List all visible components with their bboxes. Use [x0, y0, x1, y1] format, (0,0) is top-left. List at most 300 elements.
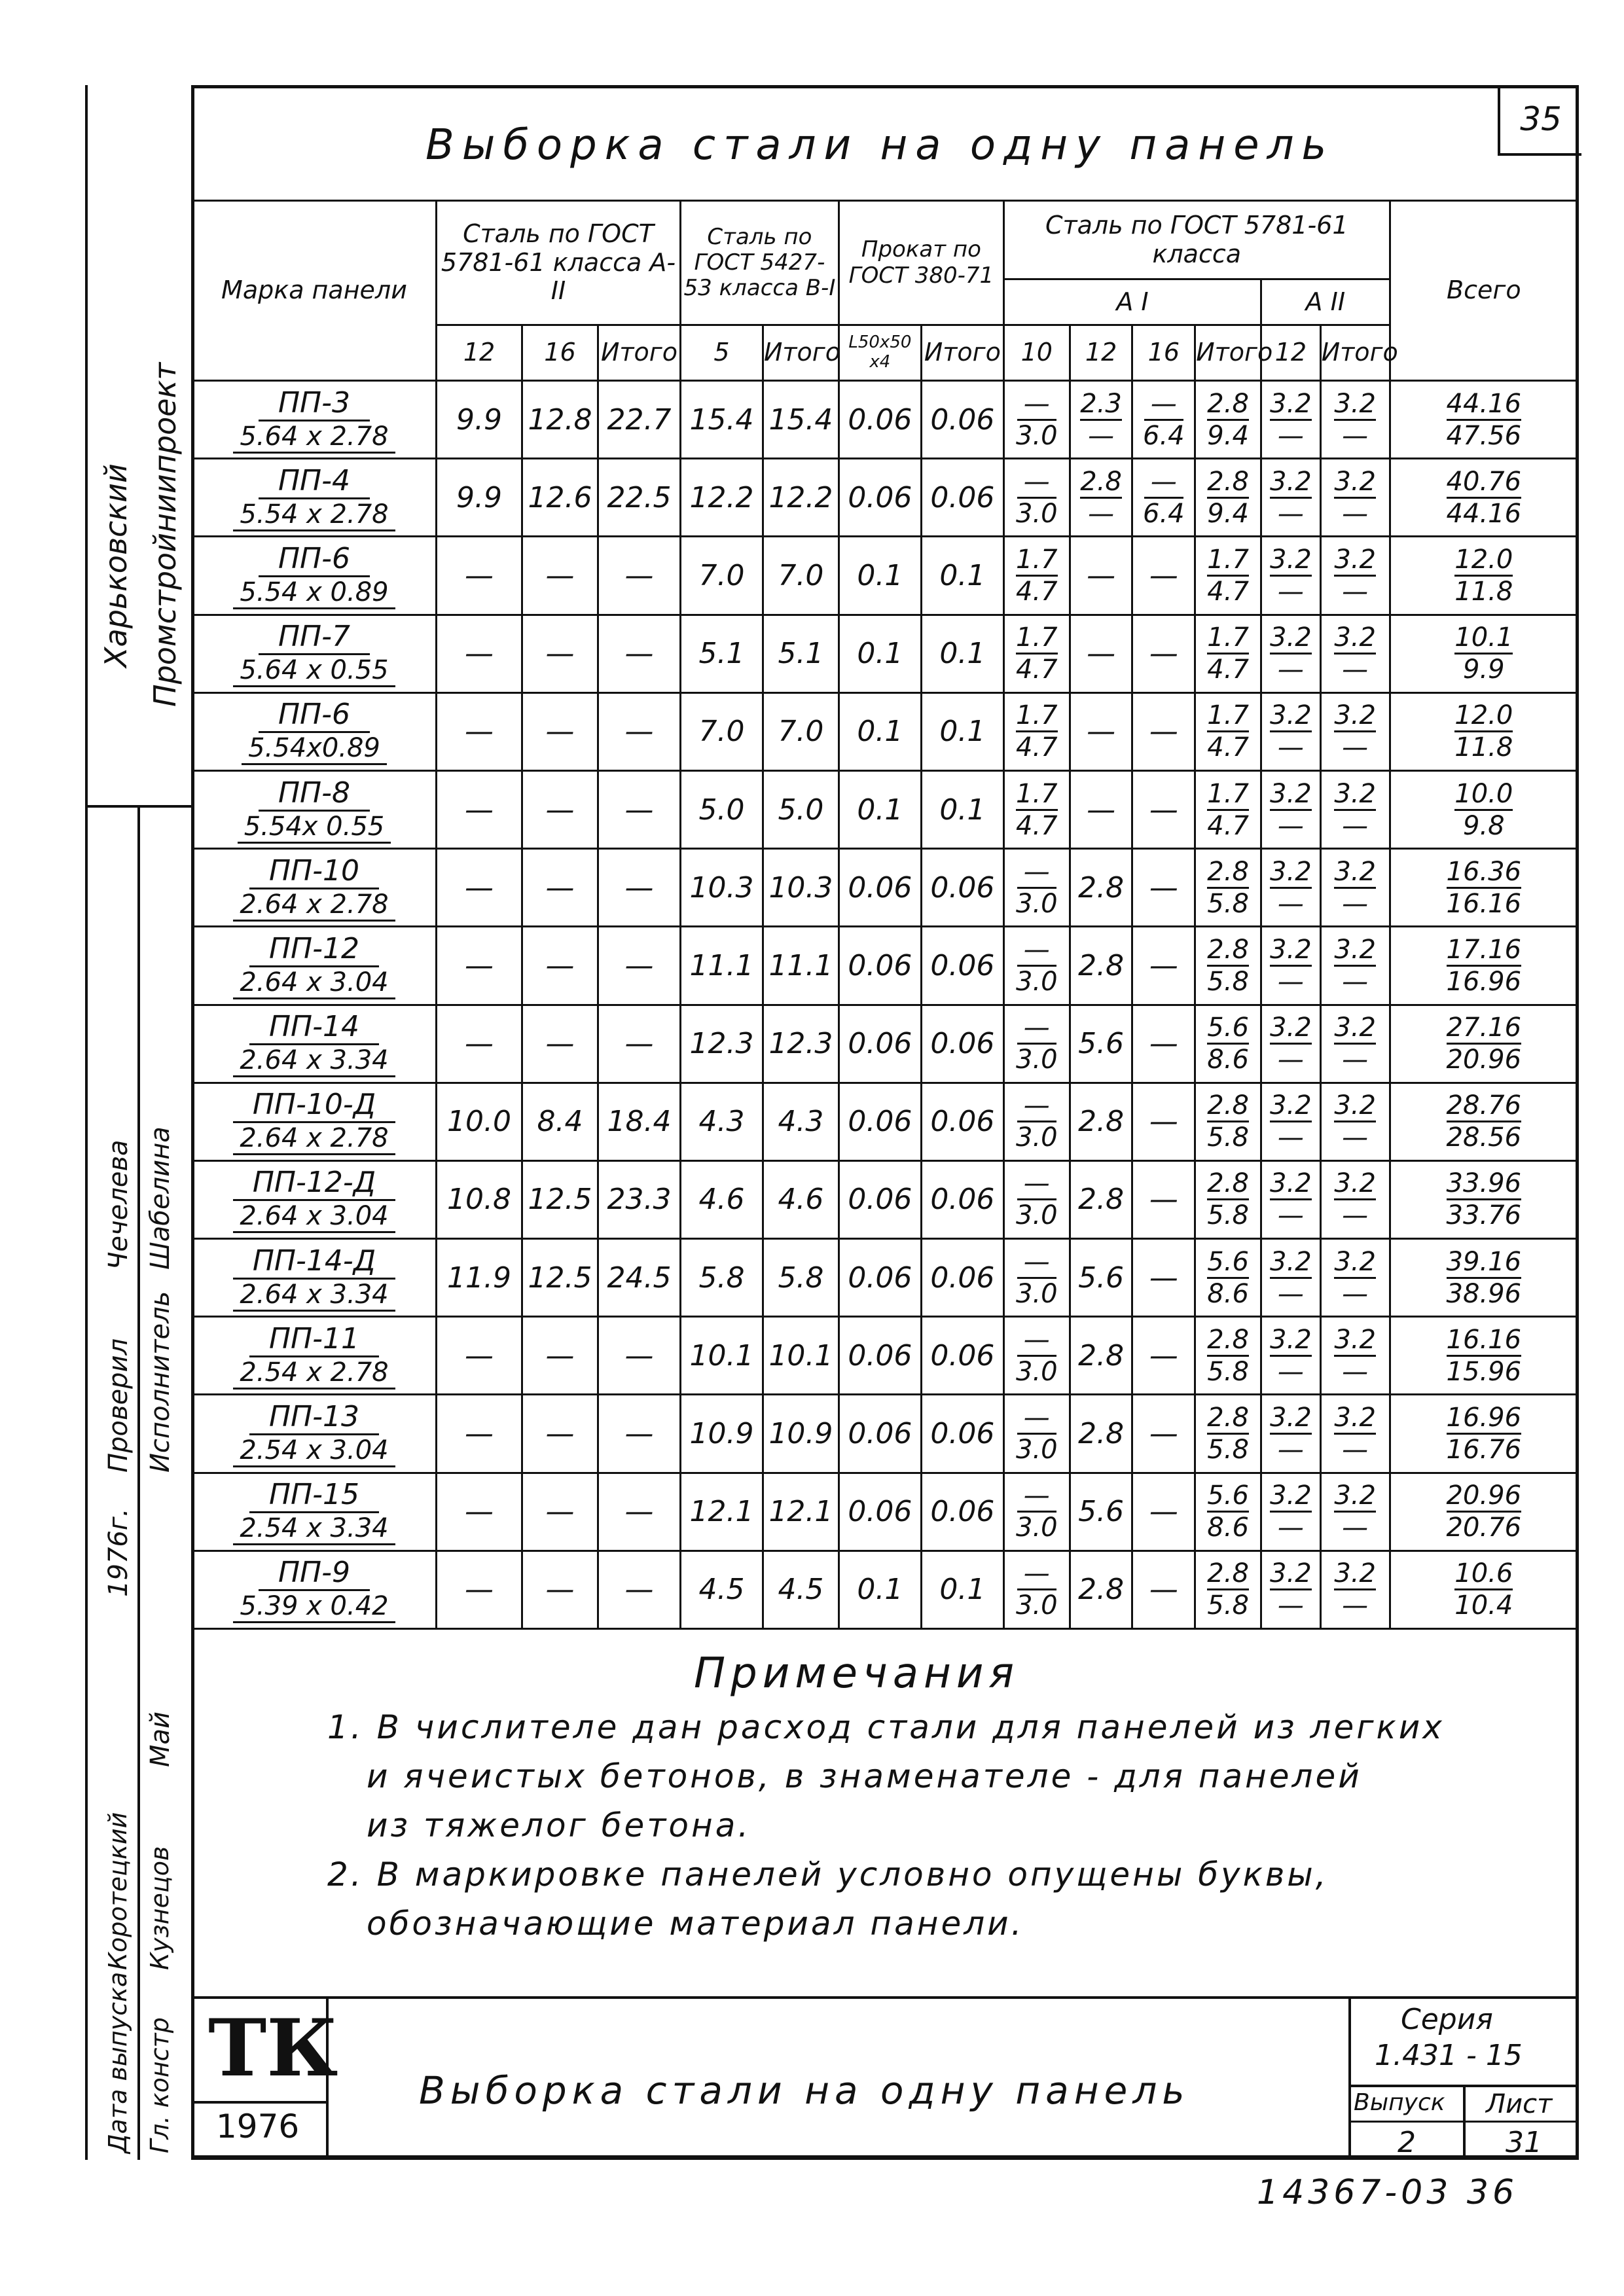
value-cell: — — [436, 770, 522, 848]
denominator: — — [1342, 810, 1369, 841]
value-cell-a10 — [1003, 1083, 1070, 1160]
value-cell-a10 — [1003, 927, 1070, 1005]
value-cell-bit — [1320, 537, 1390, 615]
denominator: 3.0 — [1015, 1278, 1058, 1309]
numerator: 2.8 — [1207, 1558, 1249, 1590]
value-cell: — — [436, 1473, 522, 1551]
value-cell: 12.8 — [522, 381, 598, 459]
denominator: 15.96 — [1446, 1356, 1522, 1387]
note-line-1: 1. В числителе дан расход стали для панелей из легких — [327, 1708, 1445, 1746]
stamp-year: 1976 — [216, 2108, 300, 2145]
numerator: — — [1144, 389, 1183, 421]
denominator: 16.76 — [1446, 1435, 1522, 1465]
denominator: 16.16 — [1446, 888, 1522, 919]
value-cell-a10 — [1003, 1160, 1070, 1238]
value-cell: 0.06 — [921, 1239, 1003, 1317]
numerator: 3.2 — [1270, 1247, 1312, 1279]
numerator: 3.2 — [1270, 779, 1312, 811]
panel-mark-size: 2.64 x 2.78 — [233, 889, 395, 922]
value-cell-tot — [1390, 1005, 1578, 1083]
numerator: 1.7 — [1016, 622, 1058, 655]
value-cell: 0.06 — [921, 381, 1003, 459]
table-row — [192, 1239, 1578, 1317]
denominator: — — [1342, 888, 1369, 919]
side-strip-line — [85, 805, 191, 808]
table-row — [192, 1317, 1578, 1395]
value-cell-a12: 2.8 — [1070, 1551, 1132, 1628]
subheader-12: Итого — [1320, 325, 1390, 381]
side-role-date: Дата выпуска — [103, 1971, 132, 2153]
numerator: 3.2 — [1270, 389, 1312, 421]
numerator: 39.16 — [1447, 1247, 1522, 1279]
value-cell-a10 — [1003, 615, 1070, 692]
value-cell: 5.0 — [763, 770, 839, 848]
value-cell: 0.06 — [921, 459, 1003, 537]
denominator: — — [1277, 655, 1304, 685]
value-cell: 10.0 — [436, 1083, 522, 1160]
denominator: 9.4 — [1207, 420, 1249, 451]
numerator: 12.0 — [1454, 545, 1513, 577]
value-cell: 0.06 — [839, 1005, 921, 1083]
subheader-3: 5 — [680, 325, 763, 381]
value-cell: — — [598, 1473, 680, 1551]
value-cell-ait — [1195, 1473, 1261, 1551]
sheet-number: 35 — [1498, 85, 1581, 156]
value-cell-a12: 2.8 — [1070, 849, 1132, 927]
numerator: 3.2 — [1270, 1090, 1312, 1122]
denominator: 8.6 — [1207, 1045, 1249, 1075]
denominator: — — [1277, 1045, 1304, 1075]
value-cell-a10 — [1003, 459, 1070, 537]
denominator: — — [1342, 732, 1369, 763]
value-cell-ait — [1195, 1395, 1261, 1473]
denominator: — — [1342, 498, 1369, 529]
value-cell: 0.06 — [921, 849, 1003, 927]
side-name-checker: Чечелева — [103, 1139, 134, 1270]
value-cell-a10 — [1003, 770, 1070, 848]
denominator: 8.6 — [1207, 1278, 1249, 1309]
value-cell: 12.3 — [680, 1005, 763, 1083]
denominator: 5.8 — [1207, 966, 1249, 997]
value-cell: 0.06 — [839, 1317, 921, 1395]
panel-mark-size: 2.64 x 3.04 — [233, 1201, 395, 1233]
value-cell-tot — [1390, 1395, 1578, 1473]
value-cell: 0.06 — [921, 1160, 1003, 1238]
numerator: — — [1017, 467, 1056, 499]
table-row — [192, 615, 1578, 692]
value-cell: — — [598, 537, 680, 615]
panel-mark-name: ПП-14-Д — [233, 1244, 395, 1280]
numerator: — — [1017, 1325, 1056, 1357]
value-cell: — — [522, 615, 598, 692]
numerator: 3.2 — [1334, 1403, 1376, 1435]
denominator: — — [1342, 1590, 1369, 1621]
value-cell-a10 — [1003, 381, 1070, 459]
value-cell-a12: — — [1070, 615, 1132, 692]
numerator: 28.76 — [1447, 1090, 1522, 1122]
numerator: — — [1017, 1168, 1056, 1200]
numerator: — — [1017, 1403, 1056, 1435]
value-cell: — — [598, 615, 680, 692]
panel-mark-size: 5.54x0.89 — [242, 733, 387, 765]
denominator: 6.4 — [1143, 498, 1185, 529]
denominator: 6.4 — [1143, 420, 1185, 451]
value-cell-a10 — [1003, 692, 1070, 770]
value-cell-a12: 2.8 — [1070, 1317, 1132, 1395]
denominator: — — [1277, 1590, 1304, 1621]
value-cell: 5.0 — [680, 770, 763, 848]
numerator: 3.2 — [1334, 779, 1376, 811]
side-role-chief: Гл. констр — [145, 2017, 174, 2153]
denominator: — — [1342, 1356, 1369, 1387]
value-cell: 0.06 — [839, 1083, 921, 1160]
value-cell: 4.5 — [763, 1551, 839, 1628]
value-cell-b12 — [1261, 1317, 1321, 1395]
value-cell-b12 — [1261, 1005, 1321, 1083]
numerator: 2.8 — [1207, 857, 1249, 889]
value-cell-tot — [1390, 1083, 1578, 1160]
denominator: 3.0 — [1015, 1590, 1058, 1621]
page-title: Выборка стали на одну панель — [425, 121, 1335, 170]
panel-mark-name: ПП-10 — [249, 854, 379, 889]
denominator: 3.0 — [1015, 888, 1058, 919]
header-group-4: Сталь по ГОСТ 5781-61 класса — [1003, 201, 1390, 279]
panel-mark-size: 2.54 x 3.04 — [233, 1435, 395, 1467]
denominator: 3.0 — [1015, 1045, 1058, 1075]
table-row — [192, 1160, 1578, 1238]
value-cell: 0.1 — [921, 615, 1003, 692]
value-cell-ait — [1195, 692, 1261, 770]
note-line-5: обозначающие материал панели. — [367, 1905, 1024, 1943]
value-cell: 9.9 — [436, 381, 522, 459]
table-row — [192, 770, 1578, 848]
value-cell: — — [436, 537, 522, 615]
value-cell-b12 — [1261, 1395, 1321, 1473]
side-name-chief: Кузнецов — [145, 1846, 174, 1970]
panel-mark-size: 2.64 x 3.34 — [233, 1280, 395, 1312]
side-org-1: Харьковский — [98, 463, 134, 668]
value-cell: — — [598, 1395, 680, 1473]
denominator: 11.8 — [1454, 732, 1513, 763]
numerator: 3.2 — [1270, 1325, 1312, 1357]
denominator: — — [1342, 1278, 1369, 1309]
side-strip-divider — [137, 805, 140, 2160]
subheader-0: 12 — [436, 325, 522, 381]
side-year: 1976г. — [103, 1508, 134, 1597]
panel-mark-size: 2.54 x 3.34 — [233, 1513, 395, 1545]
value-cell-ait — [1195, 1083, 1261, 1160]
value-cell-ait — [1195, 1160, 1261, 1238]
value-cell: 24.5 — [598, 1239, 680, 1317]
denominator: 4.7 — [1207, 655, 1249, 685]
value-cell-tot — [1390, 1551, 1578, 1628]
value-cell-a10 — [1003, 537, 1070, 615]
value-cell: 8.4 — [522, 1083, 598, 1160]
subheader-8: 12 — [1070, 325, 1132, 381]
value-cell: 5.1 — [763, 615, 839, 692]
value-cell: 0.06 — [839, 1239, 921, 1317]
value-cell-a10 — [1003, 849, 1070, 927]
value-cell-bit — [1320, 1083, 1390, 1160]
table-row — [192, 1005, 1578, 1083]
note-line-3: из тяжелог бетона. — [367, 1806, 751, 1844]
value-cell: 4.5 — [680, 1551, 763, 1628]
panel-mark — [192, 927, 437, 1005]
denominator: 5.8 — [1207, 1122, 1249, 1153]
numerator: 10.0 — [1454, 779, 1513, 811]
value-cell-tot — [1390, 1239, 1578, 1317]
panel-mark-name: ПП-3 — [259, 386, 370, 422]
denominator: — — [1277, 498, 1304, 529]
value-cell-a16: — — [1132, 692, 1195, 770]
numerator: 5.6 — [1207, 1480, 1249, 1513]
panel-mark — [192, 1473, 437, 1551]
numerator: 3.2 — [1334, 467, 1376, 499]
value-cell-a10 — [1003, 1395, 1070, 1473]
denominator: 3.0 — [1015, 966, 1058, 997]
header-class-a2: А II — [1261, 279, 1390, 325]
denominator: 3.0 — [1015, 1122, 1058, 1153]
denominator: 16.96 — [1446, 966, 1522, 997]
value-cell: — — [598, 692, 680, 770]
value-cell-a16: — — [1132, 1395, 1195, 1473]
panel-mark-size: 5.39 x 0.42 — [233, 1591, 395, 1623]
value-cell: — — [522, 1551, 598, 1628]
value-cell: — — [598, 1317, 680, 1395]
stamp-issue-label: Выпуск — [1354, 2089, 1445, 2116]
header-group-1: Сталь по ГОСТ 5781-61 класса А-II — [436, 201, 680, 325]
panel-mark — [192, 849, 437, 927]
denominator: 4.7 — [1015, 810, 1058, 841]
numerator: 1.7 — [1207, 622, 1249, 655]
value-cell: 7.0 — [680, 692, 763, 770]
value-cell: 7.0 — [763, 537, 839, 615]
numerator: — — [1017, 1090, 1056, 1122]
value-cell: 0.06 — [921, 1083, 1003, 1160]
value-cell-a16: — — [1132, 849, 1195, 927]
numerator: 1.7 — [1207, 545, 1249, 577]
value-cell-b12 — [1261, 1160, 1321, 1238]
value-cell-a16: — — [1132, 1083, 1195, 1160]
value-cell: 10.3 — [680, 849, 763, 927]
value-cell-bit — [1320, 1473, 1390, 1551]
value-cell: — — [598, 770, 680, 848]
numerator: 10.1 — [1454, 622, 1513, 655]
value-cell-a16: — — [1132, 1239, 1195, 1317]
panel-mark-name: ПП-6 — [259, 542, 370, 577]
panel-mark — [192, 615, 437, 692]
numerator: — — [1017, 1480, 1056, 1513]
value-cell-tot — [1390, 692, 1578, 770]
value-cell-a16 — [1132, 381, 1195, 459]
value-cell-a12: 5.6 — [1070, 1473, 1132, 1551]
denominator: 47.56 — [1446, 420, 1522, 451]
panel-mark-size: 2.64 x 3.34 — [233, 1045, 395, 1077]
numerator: 1.7 — [1016, 779, 1058, 811]
subheader-5: L50x50 x4 — [839, 325, 921, 381]
numerator: 3.2 — [1270, 467, 1312, 499]
panel-mark-size: 2.54 x 2.78 — [233, 1357, 395, 1390]
numerator: 2.8 — [1207, 1325, 1249, 1357]
numerator: 1.7 — [1207, 700, 1249, 732]
value-cell: 0.1 — [839, 1551, 921, 1628]
value-cell-b12 — [1261, 381, 1321, 459]
value-cell-bit — [1320, 1160, 1390, 1238]
numerator: 16.16 — [1447, 1325, 1522, 1357]
value-cell: 10.9 — [763, 1395, 839, 1473]
numerator: 2.8 — [1080, 467, 1122, 499]
value-cell: 10.1 — [763, 1317, 839, 1395]
numerator: 3.2 — [1270, 857, 1312, 889]
value-cell-a12: 2.8 — [1070, 1160, 1132, 1238]
denominator: 3.0 — [1015, 1435, 1058, 1465]
value-cell: — — [598, 927, 680, 1005]
panel-mark — [192, 1395, 437, 1473]
numerator: 3.2 — [1334, 1247, 1376, 1279]
value-cell-tot — [1390, 537, 1578, 615]
denominator: — — [1277, 1513, 1304, 1543]
numerator: 3.2 — [1334, 545, 1376, 577]
notes-title: Примечания — [694, 1649, 1019, 1698]
value-cell: 11.1 — [763, 927, 839, 1005]
denominator: 5.8 — [1207, 1200, 1249, 1231]
numerator: 3.2 — [1270, 545, 1312, 577]
numerator: 16.96 — [1447, 1403, 1522, 1435]
value-cell: 12.6 — [522, 459, 598, 537]
value-cell-a16: — — [1132, 1551, 1195, 1628]
numerator: 3.2 — [1334, 1168, 1376, 1200]
denominator: 4.7 — [1207, 732, 1249, 763]
numerator: 3.2 — [1334, 622, 1376, 655]
subheader-4: Итого — [763, 325, 839, 381]
value-cell: 10.9 — [680, 1395, 763, 1473]
header-class-a1: А I — [1003, 279, 1261, 325]
value-cell: 0.06 — [839, 1473, 921, 1551]
stamp-series-value: 1.431 - 15 — [1375, 2039, 1523, 2072]
panel-mark-name: ПП-10-Д — [233, 1088, 395, 1123]
panel-mark-name: ПП-13 — [249, 1400, 379, 1435]
numerator: 2.8 — [1207, 1090, 1249, 1122]
denominator: — — [1088, 420, 1115, 451]
value-cell: — — [522, 770, 598, 848]
value-cell-ait — [1195, 770, 1261, 848]
value-cell-ait — [1195, 927, 1261, 1005]
value-cell-a16 — [1132, 459, 1195, 537]
value-cell: 0.06 — [839, 1395, 921, 1473]
numerator: 16.36 — [1447, 857, 1522, 889]
numerator: 3.2 — [1334, 935, 1376, 967]
denominator: 8.6 — [1207, 1513, 1249, 1543]
stamp-issue-value: 2 — [1398, 2126, 1416, 2159]
value-cell: 0.06 — [921, 1395, 1003, 1473]
value-cell: — — [522, 1317, 598, 1395]
denominator: 3.0 — [1015, 498, 1058, 529]
denominator: 4.7 — [1015, 732, 1058, 763]
denominator: 44.16 — [1446, 498, 1522, 529]
subheader-7: 10 — [1003, 325, 1070, 381]
denominator: 28.56 — [1446, 1122, 1522, 1153]
panel-mark-name: ПП-4 — [259, 464, 370, 499]
table-row — [192, 459, 1578, 537]
value-cell-a12: 5.6 — [1070, 1239, 1132, 1317]
value-cell: 0.06 — [839, 459, 921, 537]
denominator: — — [1342, 1513, 1369, 1543]
value-cell: 18.4 — [598, 1083, 680, 1160]
value-cell: 4.6 — [680, 1160, 763, 1238]
numerator: 3.2 — [1270, 935, 1312, 967]
panel-mark-size: 2.64 x 3.04 — [233, 967, 395, 999]
panel-mark-name: ПП-6 — [259, 698, 370, 733]
numerator: 3.2 — [1270, 700, 1312, 732]
value-cell: 11.9 — [436, 1239, 522, 1317]
denominator: 3.0 — [1015, 1513, 1058, 1543]
value-cell-ait — [1195, 1239, 1261, 1317]
table-row — [192, 692, 1578, 770]
numerator: — — [1017, 857, 1056, 889]
value-cell: 10.8 — [436, 1160, 522, 1238]
numerator: 20.96 — [1447, 1480, 1522, 1513]
denominator: 5.8 — [1207, 888, 1249, 919]
value-cell-tot — [1390, 615, 1578, 692]
value-cell-bit — [1320, 1005, 1390, 1083]
stamp-sheet-label: Лист — [1486, 2089, 1553, 2119]
value-cell: — — [522, 849, 598, 927]
header-group-2: Сталь по ГОСТ 5427-53 класса В-I — [680, 201, 839, 325]
value-cell-b12 — [1261, 615, 1321, 692]
denominator: — — [1088, 498, 1115, 529]
value-cell-tot — [1390, 849, 1578, 927]
value-cell-a12: 2.8 — [1070, 1395, 1132, 1473]
value-cell: 15.4 — [680, 381, 763, 459]
value-cell-bit — [1320, 770, 1390, 848]
stamp-logo: ТК — [208, 2002, 338, 2094]
value-cell-a12: 5.6 — [1070, 1005, 1132, 1083]
numerator: 3.2 — [1334, 1480, 1376, 1513]
value-cell-b12 — [1261, 927, 1321, 1005]
value-cell: 12.5 — [522, 1160, 598, 1238]
subheader-2: Итого — [598, 325, 680, 381]
panel-mark — [192, 1005, 437, 1083]
denominator: 4.7 — [1207, 576, 1249, 607]
side-name-executor: Шабелина — [145, 1126, 175, 1270]
denominator: — — [1277, 1356, 1304, 1387]
denominator: 10.4 — [1454, 1590, 1513, 1621]
value-cell: — — [436, 927, 522, 1005]
table-row — [192, 849, 1578, 927]
numerator: 3.2 — [1334, 1090, 1376, 1122]
denominator: — — [1277, 1122, 1304, 1153]
numerator: 2.8 — [1207, 467, 1249, 499]
value-cell: 22.5 — [598, 459, 680, 537]
value-cell-bit — [1320, 459, 1390, 537]
numerator: — — [1017, 1247, 1056, 1279]
panel-mark-name: ПП-11 — [249, 1322, 379, 1357]
bottom-code: 14367-03 36 — [1257, 2173, 1519, 2212]
value-cell-bit — [1320, 692, 1390, 770]
side-name-date: Коротецкий — [103, 1812, 132, 1970]
numerator: — — [1017, 389, 1056, 421]
denominator: — — [1277, 1278, 1304, 1309]
denominator: 4.7 — [1015, 655, 1058, 685]
denominator: — — [1277, 732, 1304, 763]
value-cell-tot — [1390, 1317, 1578, 1395]
numerator: 1.7 — [1207, 779, 1249, 811]
value-cell: 15.4 — [763, 381, 839, 459]
value-cell: — — [598, 1005, 680, 1083]
value-cell: 0.06 — [839, 1160, 921, 1238]
panel-mark-size: 2.64 x 2.78 — [233, 1123, 395, 1155]
panel-mark-name: ПП-8 — [259, 776, 370, 812]
